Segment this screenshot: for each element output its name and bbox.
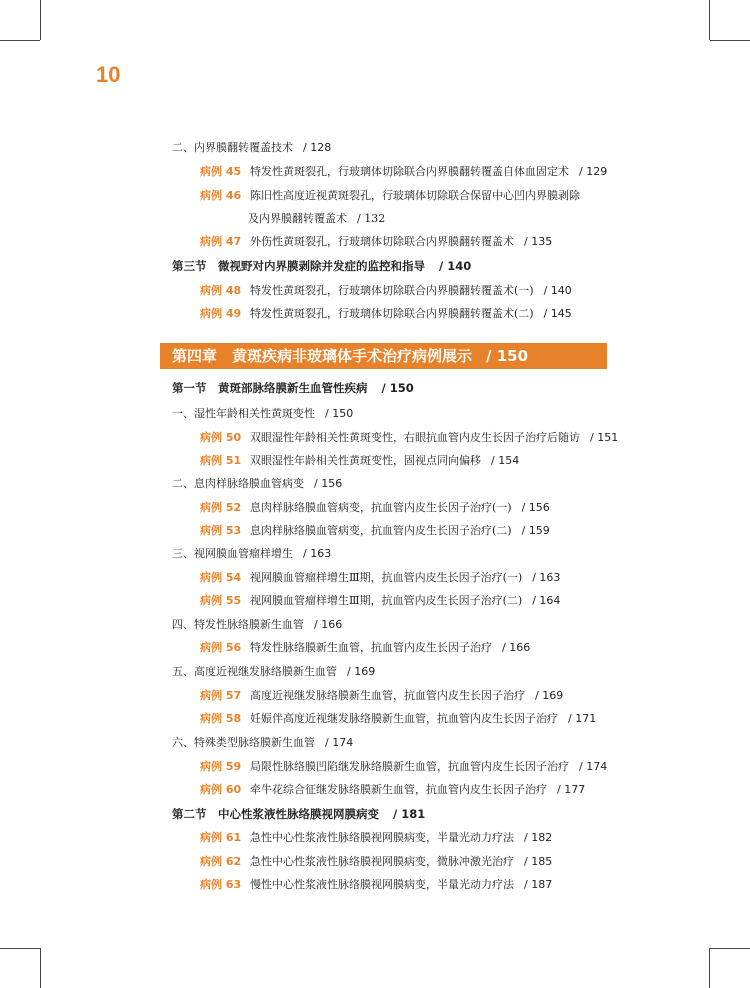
case-title: 息肉样脉络膜血管病变，抗血管内皮生长因子治疗(一) [250,501,512,514]
case-title: 急性中心性浆液性脉络膜视网膜病变，微脉冲激光治疗 [250,855,514,868]
subsection-heading [172,665,375,679]
case-label: 病例 58 [200,712,242,725]
case-title: 慢性中心性浆液性脉络膜视网膜病变，半量光动力疗法 [250,878,514,891]
case-entry [200,235,552,249]
entry-page: / 177 [557,783,586,796]
case-entry [200,524,550,538]
case-title: 妊娠伴高度近视继发脉络膜新生血管，抗血管内皮生长因子治疗 [250,712,558,725]
case-label: 病例 63 [200,878,242,891]
entry-page: / 156 [314,477,343,490]
case-entry [200,189,580,203]
case-label: 病例 56 [200,641,242,654]
case-label: 病例 54 [200,571,242,584]
case-title: 视网膜血管瘤样增生Ⅲ期，抗血管内皮生长因子治疗(二) [250,594,523,607]
crop-mark [709,948,710,988]
case-title: 特发性黄斑裂孔，行玻璃体切除联合内界膜翻转覆盖术(二) [250,307,534,320]
crop-mark [0,948,40,949]
entry-title: 四、特发性脉络膜新生血管 [172,618,304,631]
entry-title: 二、息肉样脉络膜血管病变 [172,477,304,490]
case-title: 双眼湿性年龄相关性黄斑变性，固视点同向偏移 [250,454,481,467]
case-label: 病例 48 [200,284,242,297]
entry-page: / 163 [532,571,561,584]
page-number: 10 [96,62,121,87]
entry-page: / 169 [347,665,376,678]
case-entry [200,855,552,869]
entry-page: / 164 [532,594,561,607]
section-heading [172,381,414,395]
case-entry [200,689,563,703]
crop-mark [40,0,41,40]
crop-mark [710,40,750,41]
case-entry [200,760,607,774]
entry-page: / 140 [439,259,472,273]
entry-page: / 163 [303,547,332,560]
entry-page: / 145 [543,307,572,320]
case-label: 病例 60 [200,783,242,796]
entry-page: / 129 [579,165,608,178]
case-label: 病例 50 [200,431,242,444]
subsection-heading [172,141,331,155]
case-label: 病例 51 [200,454,242,467]
case-entry [200,571,560,585]
crop-mark [40,948,41,988]
subsection-heading [172,407,353,421]
entry-page: / 187 [524,878,553,891]
case-entry [200,712,596,726]
case-title: 特发性黄斑裂孔，行玻璃体切除联合内界膜翻转覆盖自体血固定术 [250,165,569,178]
case-label: 病例 57 [200,689,242,702]
entry-page: / 151 [590,431,619,444]
entry-page: / 154 [491,454,520,467]
entry-page: / 185 [524,855,553,868]
entry-page: / 169 [535,689,564,702]
case-label: 病例 45 [200,165,242,178]
case-entry [200,284,572,298]
case-title: 特发性黄斑裂孔，行玻璃体切除联合内界膜翻转覆盖术(一) [250,284,534,297]
case-entry [200,501,550,515]
case-entry [200,307,572,321]
entry-title: 二、内界膜翻转覆盖技术 [172,141,293,154]
case-title: 局限性脉络膜凹陷继发脉络膜新生血管，抗血管内皮生长因子治疗 [250,760,569,773]
case-label: 病例 46 [200,189,242,202]
entry-title: 三、视网膜血管瘤样增生 [172,547,293,560]
entry-page: / 159 [521,524,550,537]
crop-mark [710,948,750,949]
subsection-heading [172,736,353,750]
entry-page: / 140 [543,284,572,297]
case-entry [200,454,519,468]
case-label: 病例 53 [200,524,242,537]
case-label: 病例 62 [200,855,242,868]
case-label: 病例 47 [200,235,242,248]
case-title: 双眼湿性年龄相关性黄斑变性，右眼抗血管内皮生长因子治疗后随访 [250,431,580,444]
entry-page: / 135 [524,235,553,248]
subsection-heading [172,477,342,491]
case-title: 牵牛花综合征继发脉络膜新生血管，抗血管内皮生长因子治疗 [250,783,547,796]
entry-page: / 181 [393,807,426,821]
case-entry [200,641,530,655]
section-heading [172,807,425,821]
case-label: 病例 52 [200,501,242,514]
case-title: 外伤性黄斑裂孔，行玻璃体切除联合内界膜翻转覆盖术 [250,235,514,248]
case-entry [200,594,560,608]
chapter-page: / 150 [486,347,529,365]
entry-title: 一、湿性年龄相关性黄斑变性 [172,407,315,420]
entry-page: / 132 [357,212,386,225]
subsection-heading [172,618,342,632]
subsection-heading [172,547,331,561]
entry-page: / 174 [325,736,354,749]
entry-page: / 171 [568,712,597,725]
entry-page: / 174 [579,760,608,773]
case-entry [200,783,585,797]
entry-title: 第二节 中心性浆液性脉络膜视网膜病变 [172,807,379,821]
crop-mark [0,40,40,41]
entry-page: / 150 [325,407,354,420]
chapter-heading [160,343,607,369]
chapter-title: 第四章 黄斑疾病非玻璃体手术治疗病例展示 [172,347,473,365]
case-label: 病例 49 [200,307,242,320]
entry-title: 五、高度近视继发脉络膜新生血管 [172,665,337,678]
entry-page: / 128 [303,141,332,154]
entry-title: 第三节 微视野对内界膜剥除并发症的监控和指导 [172,259,425,273]
case-label: 病例 61 [200,831,242,844]
entry-page: / 150 [381,381,414,395]
entry-title: 六、特殊类型脉络膜新生血管 [172,736,315,749]
entry-page: / 182 [524,831,553,844]
case-entry [200,878,552,892]
case-entry [200,165,607,179]
case-title-continuation [248,212,385,226]
case-label: 病例 59 [200,760,242,773]
case-title: 急性中心性浆液性脉络膜视网膜病变，半量光动力疗法 [250,831,514,844]
entry-title: 及内界膜翻转覆盖术 [248,212,347,225]
crop-mark [709,0,710,40]
case-title: 陈旧性高度近视黄斑裂孔，行玻璃体切除联合保留中心凹内界膜剥除 [250,189,580,202]
case-title: 高度近视继发脉络膜新生血管，抗血管内皮生长因子治疗 [250,689,525,702]
entry-page: / 166 [502,641,531,654]
entry-page: / 166 [314,618,343,631]
case-label: 病例 55 [200,594,242,607]
entry-title: 第一节 黄斑部脉络膜新生血管性疾病 [172,381,368,395]
section-heading [172,259,471,273]
case-entry [200,831,552,845]
case-entry [200,431,618,445]
case-title: 特发性脉络膜新生血管，抗血管内皮生长因子治疗 [250,641,492,654]
case-title: 息肉样脉络膜血管病变，抗血管内皮生长因子治疗(二) [250,524,512,537]
case-title: 视网膜血管瘤样增生Ⅲ期，抗血管内皮生长因子治疗(一) [250,571,523,584]
entry-page: / 156 [521,501,550,514]
